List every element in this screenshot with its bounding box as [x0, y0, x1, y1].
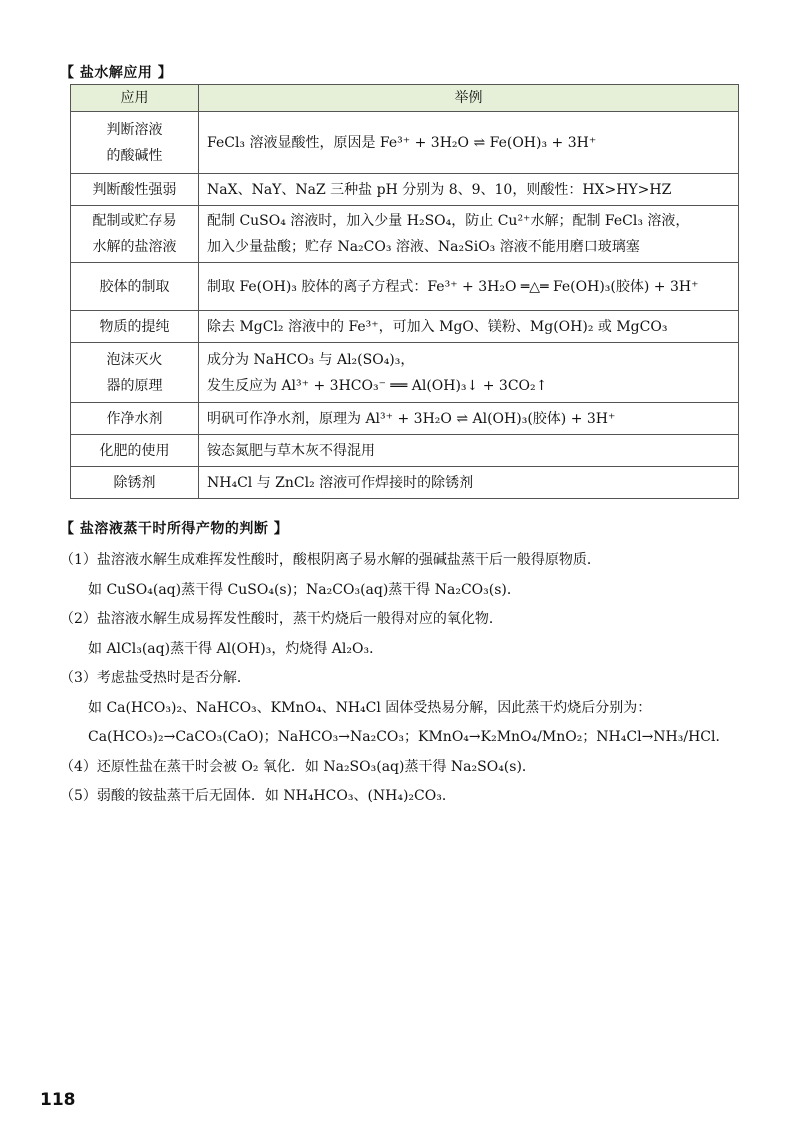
example-line: 明矾可作净水剂，原理为 Al³⁺ + 3H₂O ⇌ Al(OH)₃(胶体) + 3H⁺: [207, 410, 616, 427]
application-cell: [71, 174, 199, 206]
example-line: 配制 CuSO₄ 溶液时，加入少量 H₂SO₄，防止 Cu²⁺水解；配制 FeCl₃ 溶液，: [207, 213, 690, 229]
application-line: 物质的提纯: [99, 318, 170, 335]
table-header-row: [71, 85, 739, 112]
table-body: [71, 112, 739, 499]
example-cell: [199, 174, 739, 206]
application-cell: [71, 263, 199, 311]
table-row: [71, 467, 739, 499]
section-title-salt-hydrolysis: 【 盐水解应用 】: [60, 65, 173, 81]
application-cell: [71, 206, 199, 263]
rule-item: （2）盐溶液水解生成易挥发性酸时，蒸干灼烧后一般得对应的氧化物．: [60, 611, 503, 627]
application-line: 判断酸性强弱: [92, 181, 177, 198]
application-line: 的酸碱性: [106, 147, 163, 164]
rule-example-line: Ca(HCO₃)₂→CaCO₃(CaO)；NaHCO₃→Na₂CO₃；KMnO₄→K₂MnO₄/MnO₂；NH₄Cl→NH₃/HCl．: [88, 729, 730, 745]
evaporation-rules-list: [60, 546, 760, 812]
example-cell: [199, 311, 739, 343]
application-line: 水解的盐溶液: [92, 239, 177, 255]
table-row: [71, 343, 739, 403]
example-line: 铵态氮肥与草木灰不得混用: [207, 442, 375, 459]
application-line: 配制或贮存易: [92, 213, 177, 229]
rule-example-line: 如 Ca(HCO₃)₂、NaHCO₃、KMnO₄、NH₄Cl 固体受热易分解，因此蒸干灼烧后分别为：: [88, 699, 652, 716]
application-line: 化肥的使用: [99, 442, 170, 459]
section-title-evaporation-products: 【 盐溶液蒸干时所得产物的判断 】: [60, 521, 289, 537]
application-line: 判断溶液: [106, 121, 163, 138]
application-line: 泡沫灭火: [106, 351, 163, 368]
example-line: FeCl₃ 溶液显酸性，原因是 Fe³⁺ + 3H₂O ⇌ Fe(OH)₃ + 3H⁺: [207, 134, 597, 151]
example-line: 发生反应为 Al³⁺ + 3HCO₃⁻ ══ Al(OH)₃↓ + 3CO₂↑: [207, 377, 548, 394]
example-line: 除去 MgCl₂ 溶液中的 Fe³⁺，可加入 MgO、镁粉、Mg(OH)₂ 或 MgCO₃: [207, 318, 668, 335]
application-line: 除锈剂: [113, 474, 156, 491]
application-cell: [71, 343, 199, 403]
table-row: [71, 435, 739, 467]
application-cell: [71, 467, 199, 499]
application-cell: [71, 435, 199, 467]
example-cell: [199, 403, 739, 435]
rule-item: （5）弱酸的铵盐蒸干后无固体．如 NH₄HCO₃、(NH₄)₂CO₃．: [60, 788, 456, 804]
example-line: 加入少量盐酸；贮存 Na₂CO₃ 溶液、Na₂SiO₃ 溶液不能用磨口玻璃塞: [207, 239, 640, 255]
example-cell: [199, 112, 739, 174]
header-application: 应用: [71, 85, 199, 112]
application-cell: [71, 403, 199, 435]
rule-example-line: 如 CuSO₄(aq)蒸干得 CuSO₄(s)；Na₂CO₃(aq)蒸干得 Na₂CO₃(s)．: [88, 581, 521, 598]
example-cell: [199, 206, 739, 263]
application-cell: [71, 112, 199, 174]
header-example: 举例: [199, 85, 739, 112]
table-row: [71, 174, 739, 206]
example-cell: [199, 435, 739, 467]
table-row: [71, 112, 739, 174]
example-line: 成分为 NaHCO₃ 与 Al₂(SO₄)₃，: [207, 351, 415, 368]
example-cell: [199, 467, 739, 499]
rule-example-line: 如 AlCl₃(aq)蒸干得 Al(OH)₃，灼烧得 Al₂O₃．: [88, 640, 384, 657]
example-cell: [199, 263, 739, 311]
table-row: [71, 263, 739, 311]
example-cell: [199, 343, 739, 403]
example-line: NH₄Cl 与 ZnCl₂ 溶液可作焊接时的除锈剂: [207, 474, 474, 491]
table-row: [71, 403, 739, 435]
application-cell: [71, 311, 199, 343]
rule-item: （4）还原性盐在蒸干时会被 O₂ 氧化．如 Na₂SO₃(aq)蒸干得 Na₂SO₄(s)．: [60, 758, 536, 775]
example-line: 制取 Fe(OH)₃ 胶体的离子方程式：Fe³⁺ + 3H₂O ═△═ Fe(OH)₃(胶体) + 3H⁺: [207, 278, 699, 295]
table-row: [71, 311, 739, 343]
hydrolysis-applications-table: [70, 84, 739, 499]
page-number: 118: [40, 1090, 76, 1110]
application-line: 作净水剂: [106, 410, 163, 427]
application-line: 胶体的制取: [99, 278, 170, 295]
application-line: 器的原理: [106, 377, 163, 394]
rule-item: （1）盐溶液水解生成难挥发性酸时，酸根阴离子易水解的强碱盐蒸干后一般得原物质．: [60, 552, 601, 568]
example-line: NaX、NaY、NaZ 三种盐 pH 分别为 8、9、10，则酸性：HX>HY>HZ: [207, 181, 672, 198]
rule-item: （3）考虑盐受热时是否分解．: [60, 670, 251, 686]
table-row: [71, 206, 739, 263]
